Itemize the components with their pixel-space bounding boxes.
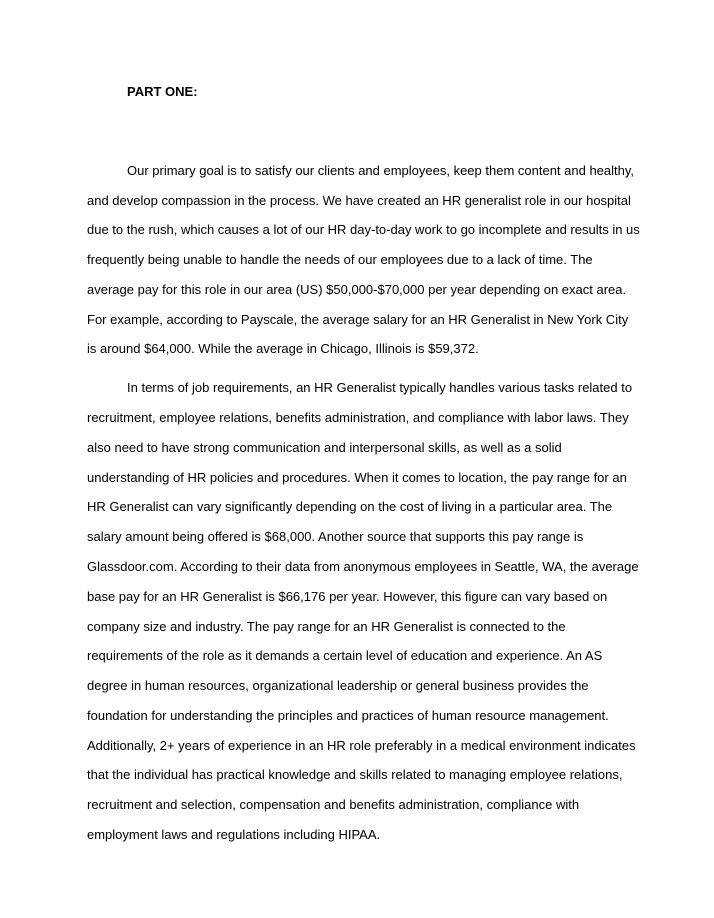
paragraph-2-line-8: base pay for an HR Generalist is $66,176 per year. However, this figure can vary based on xyxy=(87,589,608,604)
paragraph-2-line-1: In terms of job requirements, an HR Generalist typically handles various tasks related to xyxy=(127,380,633,395)
paragraph-2-line-14: that the individual has practical knowledge and skills related to managing employee relations, xyxy=(87,767,623,782)
paragraph-2-line-10: requirements of the role as it demands a certain level of education and experience. An AS xyxy=(87,648,603,663)
paragraph-1-line-1: Our primary goal is to satisfy our clients and employees, keep them content and healthy, xyxy=(127,163,635,178)
paragraph-2-line-4: understanding of HR policies and procedures. When it comes to location, the pay range for an xyxy=(87,470,627,485)
paragraph-2-line-2: recruitment, employee relations, benefits administration, and compliance with labor laws. They xyxy=(87,410,629,425)
paragraph-1-line-7: is around $64,000. While the average in Chicago, Illinois is $59,372. xyxy=(87,341,479,356)
paragraph-1-line-2: and develop compassion in the process. We have created an HR generalist role in our hospital xyxy=(87,193,631,208)
paragraph-1-line-5: average pay for this role in our area (US) $50,000-$70,000 per year depending on exact area. xyxy=(87,282,627,297)
paragraph-2-line-3: also need to have strong communication and interpersonal skills, as well as a solid xyxy=(87,440,562,455)
paragraph-1-line-6: For example, according to Payscale, the average salary for an HR Generalist in New York City xyxy=(87,312,629,327)
paragraph-2-line-11: degree in human resources, organizational leadership or general business provides the xyxy=(87,678,589,693)
section-heading: PART ONE: xyxy=(127,84,198,99)
paragraph-2-line-6: salary amount being offered is $68,000. Another source that supports this pay range is xyxy=(87,529,584,544)
paragraph-2-line-5: HR Generalist can vary significantly depending on the cost of living in a particular area. The xyxy=(87,499,613,514)
paragraph-2-line-12: foundation for understanding the principles and practices of human resource management. xyxy=(87,708,609,723)
paragraph-2-line-15: recruitment and selection, compensation and benefits administration, compliance with xyxy=(87,797,580,812)
paragraph-1-line-3: due to the rush, which causes a lot of our HR day-to-day work to go incomplete and results in us xyxy=(87,222,640,237)
paragraph-2-line-7: Glassdoor.com. According to their data from anonymous employees in Seattle, WA, the average xyxy=(87,559,639,574)
paragraph-2-line-9: company size and industry. The pay range for an HR Generalist is connected to the xyxy=(87,619,566,634)
paragraph-1-line-4: frequently being unable to handle the needs of our employees due to a lack of time. The xyxy=(87,252,593,267)
paragraph-2-line-13: Additionally, 2+ years of experience in an HR role preferably in a medical environment indicates xyxy=(87,738,636,753)
paragraph-2-line-16: employment laws and regulations including HIPAA. xyxy=(87,827,381,842)
